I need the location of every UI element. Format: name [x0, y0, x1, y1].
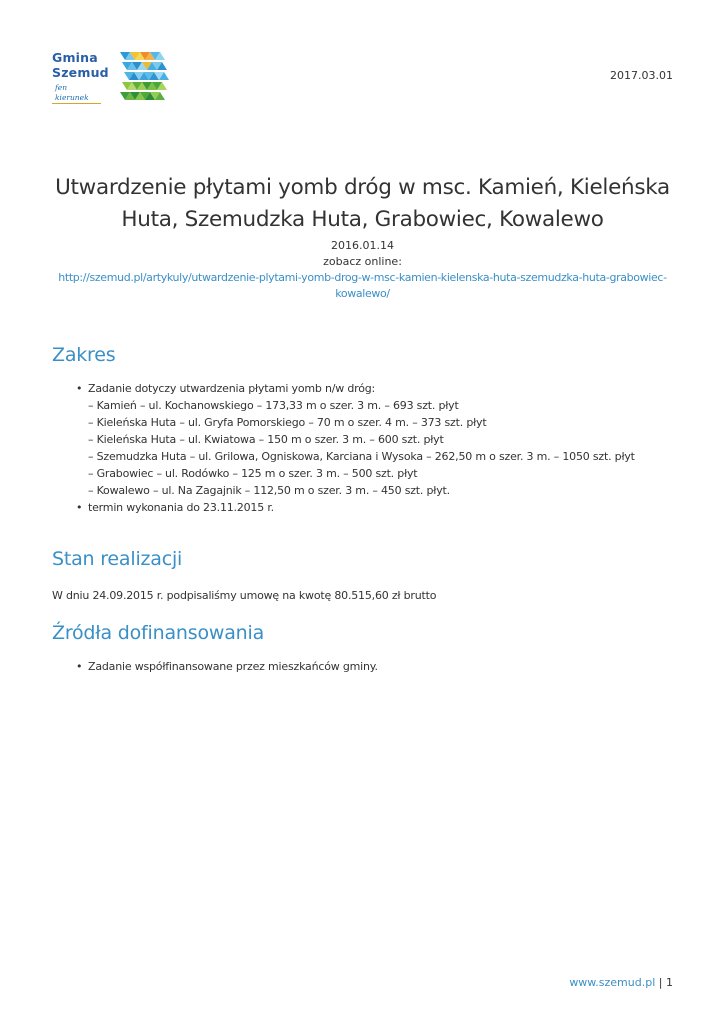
bullet-dot-icon: • [76, 382, 83, 395]
footer-separator: | [658, 976, 663, 989]
gmina-szemud-logo [52, 50, 182, 106]
zakres-road-line: – Kowalewo – ul. Na Zagajnik – 112,50 m o szer. 3 m. – 450 szt. płyt. [88, 484, 450, 497]
logo-tagline: fen kierunek [52, 83, 101, 104]
list-item [52, 499, 672, 516]
see-online-label: zobacz online: [323, 255, 402, 268]
footer-site-link[interactable]: www.szemud.pl [569, 976, 656, 989]
page-number: 1 [666, 976, 673, 989]
print-date: 2017.03.01 [610, 69, 673, 82]
article-url-link[interactable]: http://szemud.pl/artykuly/utwardzenie-plytami-yomb-drog-w-msc-kamien-kielenska-huta-szemudzka-huta-grabowiec-kowalewo/ [58, 271, 667, 300]
article-meta [40, 238, 685, 302]
zakres-list [52, 380, 672, 516]
bullet-dot-icon: • [76, 501, 83, 514]
zakres-intro: Zadanie dotyczy utwardzenia płytami yomb n/w dróg: [88, 382, 376, 395]
zakres-road-line: – Szemudzka Huta – ul. Grilowa, Ogniskowa, Karciana i Wysoka – 262,50 m o szer. 3 m. – 1050 szt. płyt [88, 450, 635, 463]
zakres-deadline: termin wykonania do 23.11.2015 r. [88, 501, 274, 514]
list-item [52, 658, 672, 675]
page-footer [569, 976, 673, 989]
section-heading-zakres: Zakres [52, 344, 116, 366]
stan-realizacji-text: W dniu 24.09.2015 r. podpisaliśmy umowę na kwotę 80.515,60 zł brutto [52, 589, 437, 602]
zakres-road-line: – Kieleńska Huta – ul. Gryfa Pomorskiego – 70 m o szer. 4 m. – 373 szt. płyt [88, 416, 487, 429]
logo-line-1: Gmina [52, 50, 98, 65]
article-title: Utwardzenie płytami yomb dróg w msc. Kamień, Kieleńska Huta, Szemudzka Huta, Grabowiec, Kowalewo [55, 175, 670, 232]
section-heading-stan-realizacji: Stan realizacji [52, 548, 183, 570]
bullet-dot-icon: • [76, 660, 83, 673]
zrodla-item: Zadanie współfinansowane przez mieszkańców gminy. [88, 660, 378, 673]
triangle-mosaic-logo-icon [118, 50, 178, 102]
zakres-road-line: – Kamień – ul. Kochanowskiego – 173,33 m o szer. 3 m. – 693 szt. płyt [88, 399, 459, 412]
logo-line-2: Szemud [52, 65, 109, 80]
section-heading-zrodla: Źródła dofinansowania [52, 622, 265, 644]
logo-text [52, 50, 122, 104]
article-date: 2016.01.14 [331, 239, 394, 252]
zakres-road-line: – Kieleńska Huta – ul. Kwiatowa – 150 m o szer. 3 m. – 600 szt. płyt [88, 433, 444, 446]
zrodla-list [52, 658, 672, 675]
list-item [52, 380, 672, 499]
zakres-road-line: – Grabowiec – ul. Rodówko – 125 m o szer. 3 m. – 500 szt. płyt [88, 467, 418, 480]
